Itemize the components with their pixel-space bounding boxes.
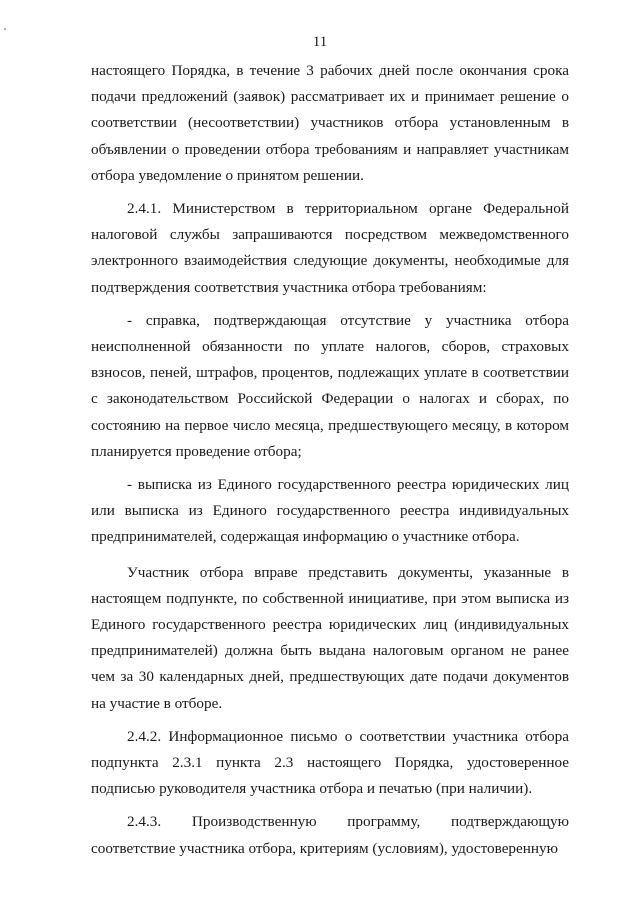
paragraph-intro: настоящего Порядка, в течение 3 рабочих дней после окончания срока подачи предложений (заявок) рассматривает их и принимает решение о соответствии (несоответствии) участников отбора установленным в объявлении о проведении отбора требованиям и направляет участникам отбора уведомление о принятом решении. — [91, 62, 569, 184]
document-body — [91, 58, 569, 862]
page-number: 11 — [312, 34, 328, 50]
paragraph-2-4-1: 2.4.1. Министерством в территориальном органе Федеральной налоговой службы запрашиваются посредством межведомственного электронного взаимодействия следующие документы, необходимые для подтверждения соответствия участника отбора требованиям: — [91, 200, 569, 296]
paragraph-2-4-2: 2.4.2. Информационное письмо о соответствии участника отбора подпункта 2.3.1 пункта 2.3 настоящего Порядка, удостоверенное подписью руководителя участника отбора и печатью (при наличии). — [91, 727, 569, 798]
paragraph-2-4-3: 2.4.3. Производственную программу, подтверждающую соответствие участника отбора, критериям (условиям), удостоверенную — [91, 813, 569, 857]
list-item-certificate: - справка, подтверждающая отсутствие у участника отбора неисполненной обязанности по уплате налогов, сборов, страховых взносов, пеней, штрафов, процентов, подлежащих уплате в соответствии с законодательством Российской Федерации о налогах и сборах, по состоянию на первое число месяца, предшествующего месяцу, в котором планируется проведение отбора; — [91, 311, 569, 460]
paragraph-participant-right: Участник отбора вправе представить документы, указанные в настоящем подпункте, по собственной инициативе, при этом выписка из Единого государственного реестра юридических лиц (индивидуальных предпринимателей) должна быть выдана налоговым органом не ранее чем за 30 календарных дней, предшествующих дате подачи документов на участие в отборе. — [91, 563, 569, 712]
list-item-extract: - выписка из Единого государственного реестра юридических лиц или выписка из Единого государственного реестра индивидуальных предпринимателей, содержащая информацию о участнике отбора. — [91, 476, 569, 546]
scan-speck — [4, 28, 6, 30]
